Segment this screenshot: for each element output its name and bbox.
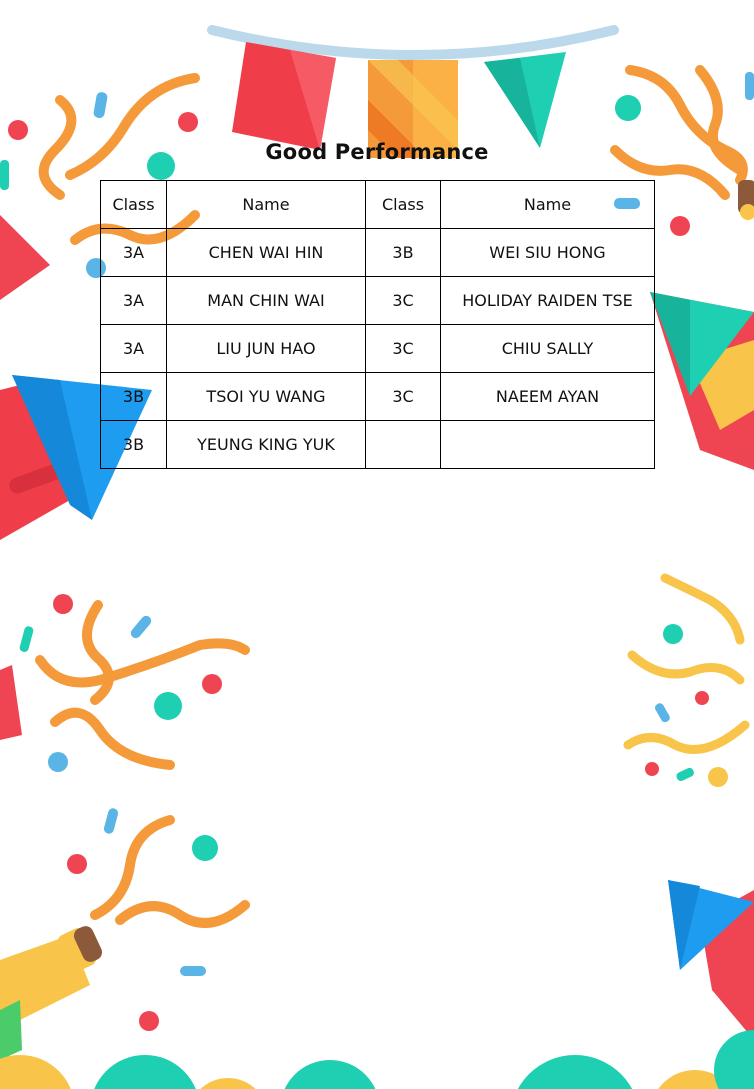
name-cell: NAEEM AYAN (441, 373, 655, 421)
confetti-dot (139, 1011, 159, 1031)
confetti-dot (615, 95, 641, 121)
confetti-piece (0, 160, 9, 190)
confetti-dot (8, 120, 28, 140)
red-pennant-flag (232, 42, 336, 150)
name-cell: YEUNG KING YUK (167, 421, 366, 469)
orange-streamer (120, 905, 245, 923)
confetti-dot (178, 112, 198, 132)
yellow-streamer (628, 725, 745, 750)
confetti-dot (192, 835, 218, 861)
table-row (101, 229, 655, 277)
red-party-popper-edge (0, 215, 50, 300)
champagne-bottle (0, 923, 105, 1060)
teal-pennant-flag (484, 52, 566, 148)
confetti-dot (663, 624, 683, 644)
confetti-dot (670, 216, 690, 236)
confetti-dot (202, 674, 222, 694)
class-cell: 3A (101, 229, 167, 277)
performance-table (100, 180, 655, 469)
confetti-dot (154, 692, 182, 720)
table-row (101, 421, 655, 469)
bottom-balloons (0, 1030, 754, 1089)
confetti-piece (675, 767, 695, 783)
page-title: Good Performance (265, 140, 489, 164)
confetti-piece (129, 614, 153, 640)
orange-streamer (55, 713, 170, 765)
orange-streamer (95, 820, 170, 915)
confetti-dot (645, 762, 659, 776)
name-cell: CHIU SALLY (441, 325, 655, 373)
name-cell: CHEN WAI HIN (167, 229, 366, 277)
class-cell: 3A (101, 325, 167, 373)
header-name: Name (441, 181, 655, 229)
class-cell: 3C (366, 277, 441, 325)
header-name: Name (167, 181, 366, 229)
confetti-dot (695, 691, 709, 705)
name-cell: MAN CHIN WAI (167, 277, 366, 325)
right-party-popper (650, 292, 754, 470)
table-row (101, 277, 655, 325)
table-header-row (101, 181, 655, 229)
confetti-dot (708, 767, 728, 787)
header-class: Class (366, 181, 441, 229)
name-cell (441, 421, 655, 469)
table-row (101, 373, 655, 421)
confetti-piece (745, 72, 754, 100)
class-cell: 3C (366, 373, 441, 421)
bottle-edge-top-right (738, 180, 754, 220)
class-cell: 3B (101, 373, 167, 421)
confetti-dot (53, 594, 73, 614)
class-cell: 3C (366, 325, 441, 373)
lower-right-party-popper (668, 880, 754, 1040)
confetti-piece (93, 91, 108, 119)
confetti-dot (48, 752, 68, 772)
confetti-piece (19, 625, 34, 652)
class-cell (366, 421, 441, 469)
class-cell: 3B (101, 421, 167, 469)
yellow-streamer (632, 655, 740, 680)
name-cell: TSOI YU WANG (167, 373, 366, 421)
name-cell: HOLIDAY RAIDEN TSE (441, 277, 655, 325)
table-row (101, 325, 655, 373)
confetti-piece (654, 702, 672, 724)
name-cell: WEI SIU HONG (441, 229, 655, 277)
red-popper-edge (0, 665, 22, 740)
name-cell: LIU JUN HAO (167, 325, 366, 373)
class-cell: 3B (366, 229, 441, 277)
confetti-piece (180, 966, 206, 976)
confetti-dot (67, 854, 87, 874)
header-class: Class (101, 181, 167, 229)
class-cell: 3A (101, 277, 167, 325)
confetti-piece (103, 807, 119, 835)
